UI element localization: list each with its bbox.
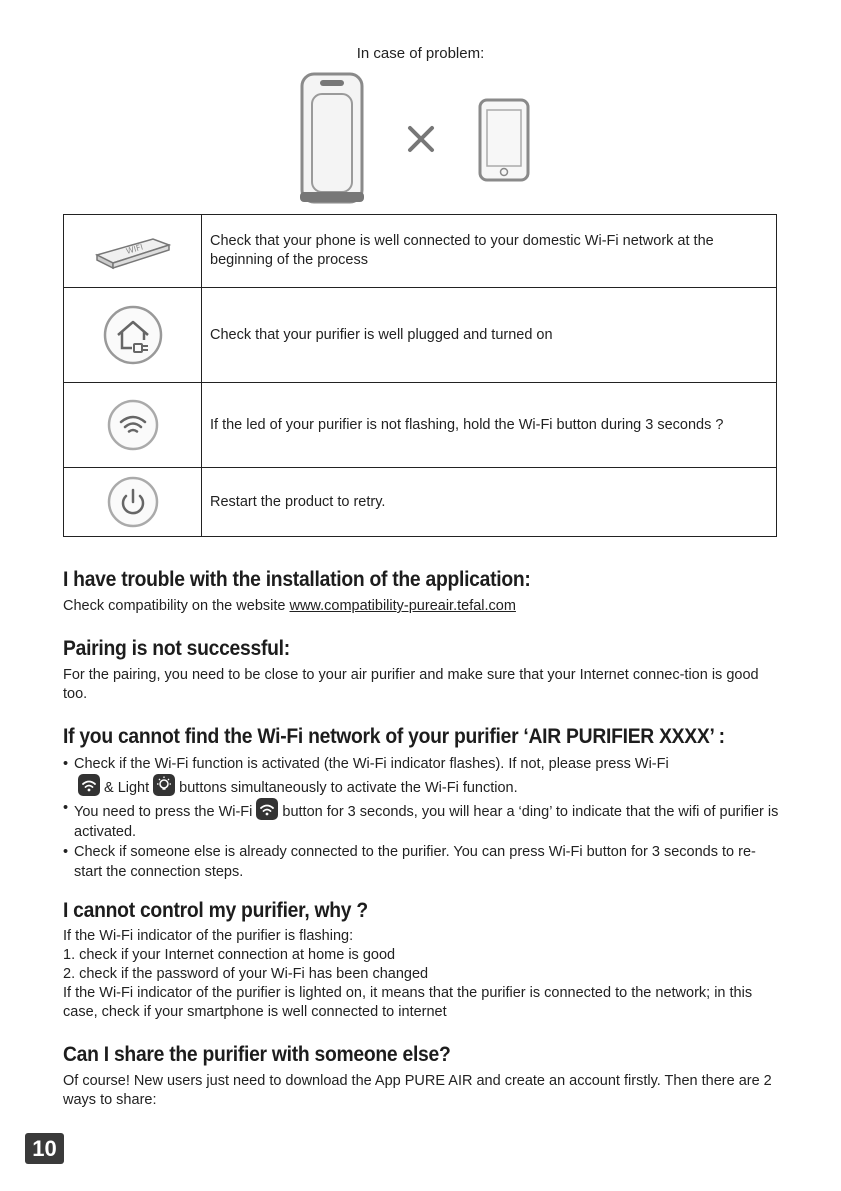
- purifier-phone-illustration: [294, 72, 544, 204]
- router-label: WIFI: [124, 242, 144, 256]
- phone-icon: [480, 100, 528, 180]
- purifier-icon: [300, 74, 364, 202]
- compat-text: Check compatibility on the website: [63, 598, 290, 614]
- icon-cell: [64, 468, 202, 537]
- section-line: 2. check if the password of your Wi-Fi has been changed: [63, 966, 429, 982]
- cross-icon: [410, 128, 432, 150]
- table-row: [64, 215, 777, 288]
- bullet-text: You need to press the Wi-Fi: [74, 804, 253, 820]
- section-text: For the pairing, you need to be close to your air purifier and make sure that your Internet connec-tion is good too.: [63, 667, 759, 702]
- section-line: If the Wi-Fi indicator of the purifier is lighted on, it means that the purifier is connected to the network; in this case, check if your smartphone is well connected to internet: [63, 985, 753, 1020]
- section-heading: Can I share the purifier with someone else?: [63, 1043, 451, 1066]
- compat-link[interactable]: www.compatibility-pureair.tefal.com: [289, 598, 516, 614]
- list-item: • Check if the Wi-Fi function is activated (the Wi-Fi indicator flashes). If not, please press Wi-Fi & Light buttons simultaneously to activate the Wi-Fi function.: [63, 756, 669, 796]
- section-text: Of course! New users just need to download the App PURE AIR and create an account firstly. Then there are 2 ways to share:: [63, 1073, 772, 1108]
- table-row: [64, 383, 777, 468]
- section-pairing: [63, 637, 779, 704]
- section-line: If the Wi-Fi indicator of the purifier is flashing:: [63, 928, 354, 944]
- section-text: [63, 597, 779, 616]
- bullet-list: [63, 754, 779, 882]
- bullet-text: button for 3 seconds, you will hear a ‘ding’ to indicate that the wifi of purifier is activated.: [74, 804, 779, 840]
- section-share: [63, 1043, 779, 1110]
- house-plug-icon: [102, 304, 164, 366]
- table-row: [64, 468, 777, 537]
- light-button-icon: [153, 774, 175, 796]
- wifi-button-icon: [78, 774, 100, 796]
- top-caption: In case of problem:: [356, 45, 485, 62]
- list-item: • Check if someone else is already connected to the purifier. You can press Wi-Fi button for 3 seconds to re-start the connection steps.: [63, 844, 756, 880]
- wifi-icon: [106, 398, 160, 452]
- section-line: 1. check if your Internet connection at home is good: [63, 947, 396, 963]
- bullet-text: Check if someone else is already connected to the purifier. You can press Wi-Fi button for 3 seconds to re-start the connection steps.: [74, 844, 756, 880]
- router-icon: [93, 231, 173, 271]
- icon-cell: [64, 383, 202, 468]
- troubleshooting-table: [63, 214, 777, 537]
- bullet-text: & Light: [104, 780, 150, 796]
- page-number: 10: [25, 1133, 64, 1164]
- section-heading: I cannot control my purifier, why ?: [63, 899, 368, 922]
- row-text: If the led of your purifier is not flashing, hold the Wi-Fi button during 3 seconds ?: [202, 383, 777, 468]
- icon-cell: [64, 215, 202, 288]
- section-install: [63, 568, 779, 616]
- section-control: [63, 899, 779, 1022]
- row-text: Restart the product to retry.: [202, 468, 777, 537]
- section-wifi-network: [63, 725, 779, 882]
- table-row: [64, 288, 777, 383]
- section-body: [63, 927, 779, 1022]
- row-text: Check that your purifier is well plugged and turned on: [202, 288, 777, 383]
- power-icon: [106, 475, 160, 529]
- icon-cell: [64, 288, 202, 383]
- bullet-text: Check if the Wi-Fi function is activated (the Wi-Fi indicator flashes). If not, please press Wi-Fi: [74, 756, 669, 772]
- section-heading: Pairing is not successful:: [63, 637, 290, 660]
- list-item: • You need to press the Wi-Fi button for 3 seconds, you will hear a ‘ding’ to indicate that the wifi of purifier is activated.: [63, 800, 779, 840]
- wifi-button-icon: [256, 798, 278, 820]
- section-heading: I have trouble with the installation of the application:: [63, 568, 531, 591]
- bullet-text: buttons simultaneously to activate the Wi-Fi function.: [179, 780, 518, 796]
- section-heading: If you cannot find the Wi-Fi network of your purifier ‘AIR PURIFIER XXXX’ :: [63, 725, 725, 748]
- row-text: Check that your phone is well connected to your domestic Wi-Fi network at the beginning of the process: [202, 215, 777, 288]
